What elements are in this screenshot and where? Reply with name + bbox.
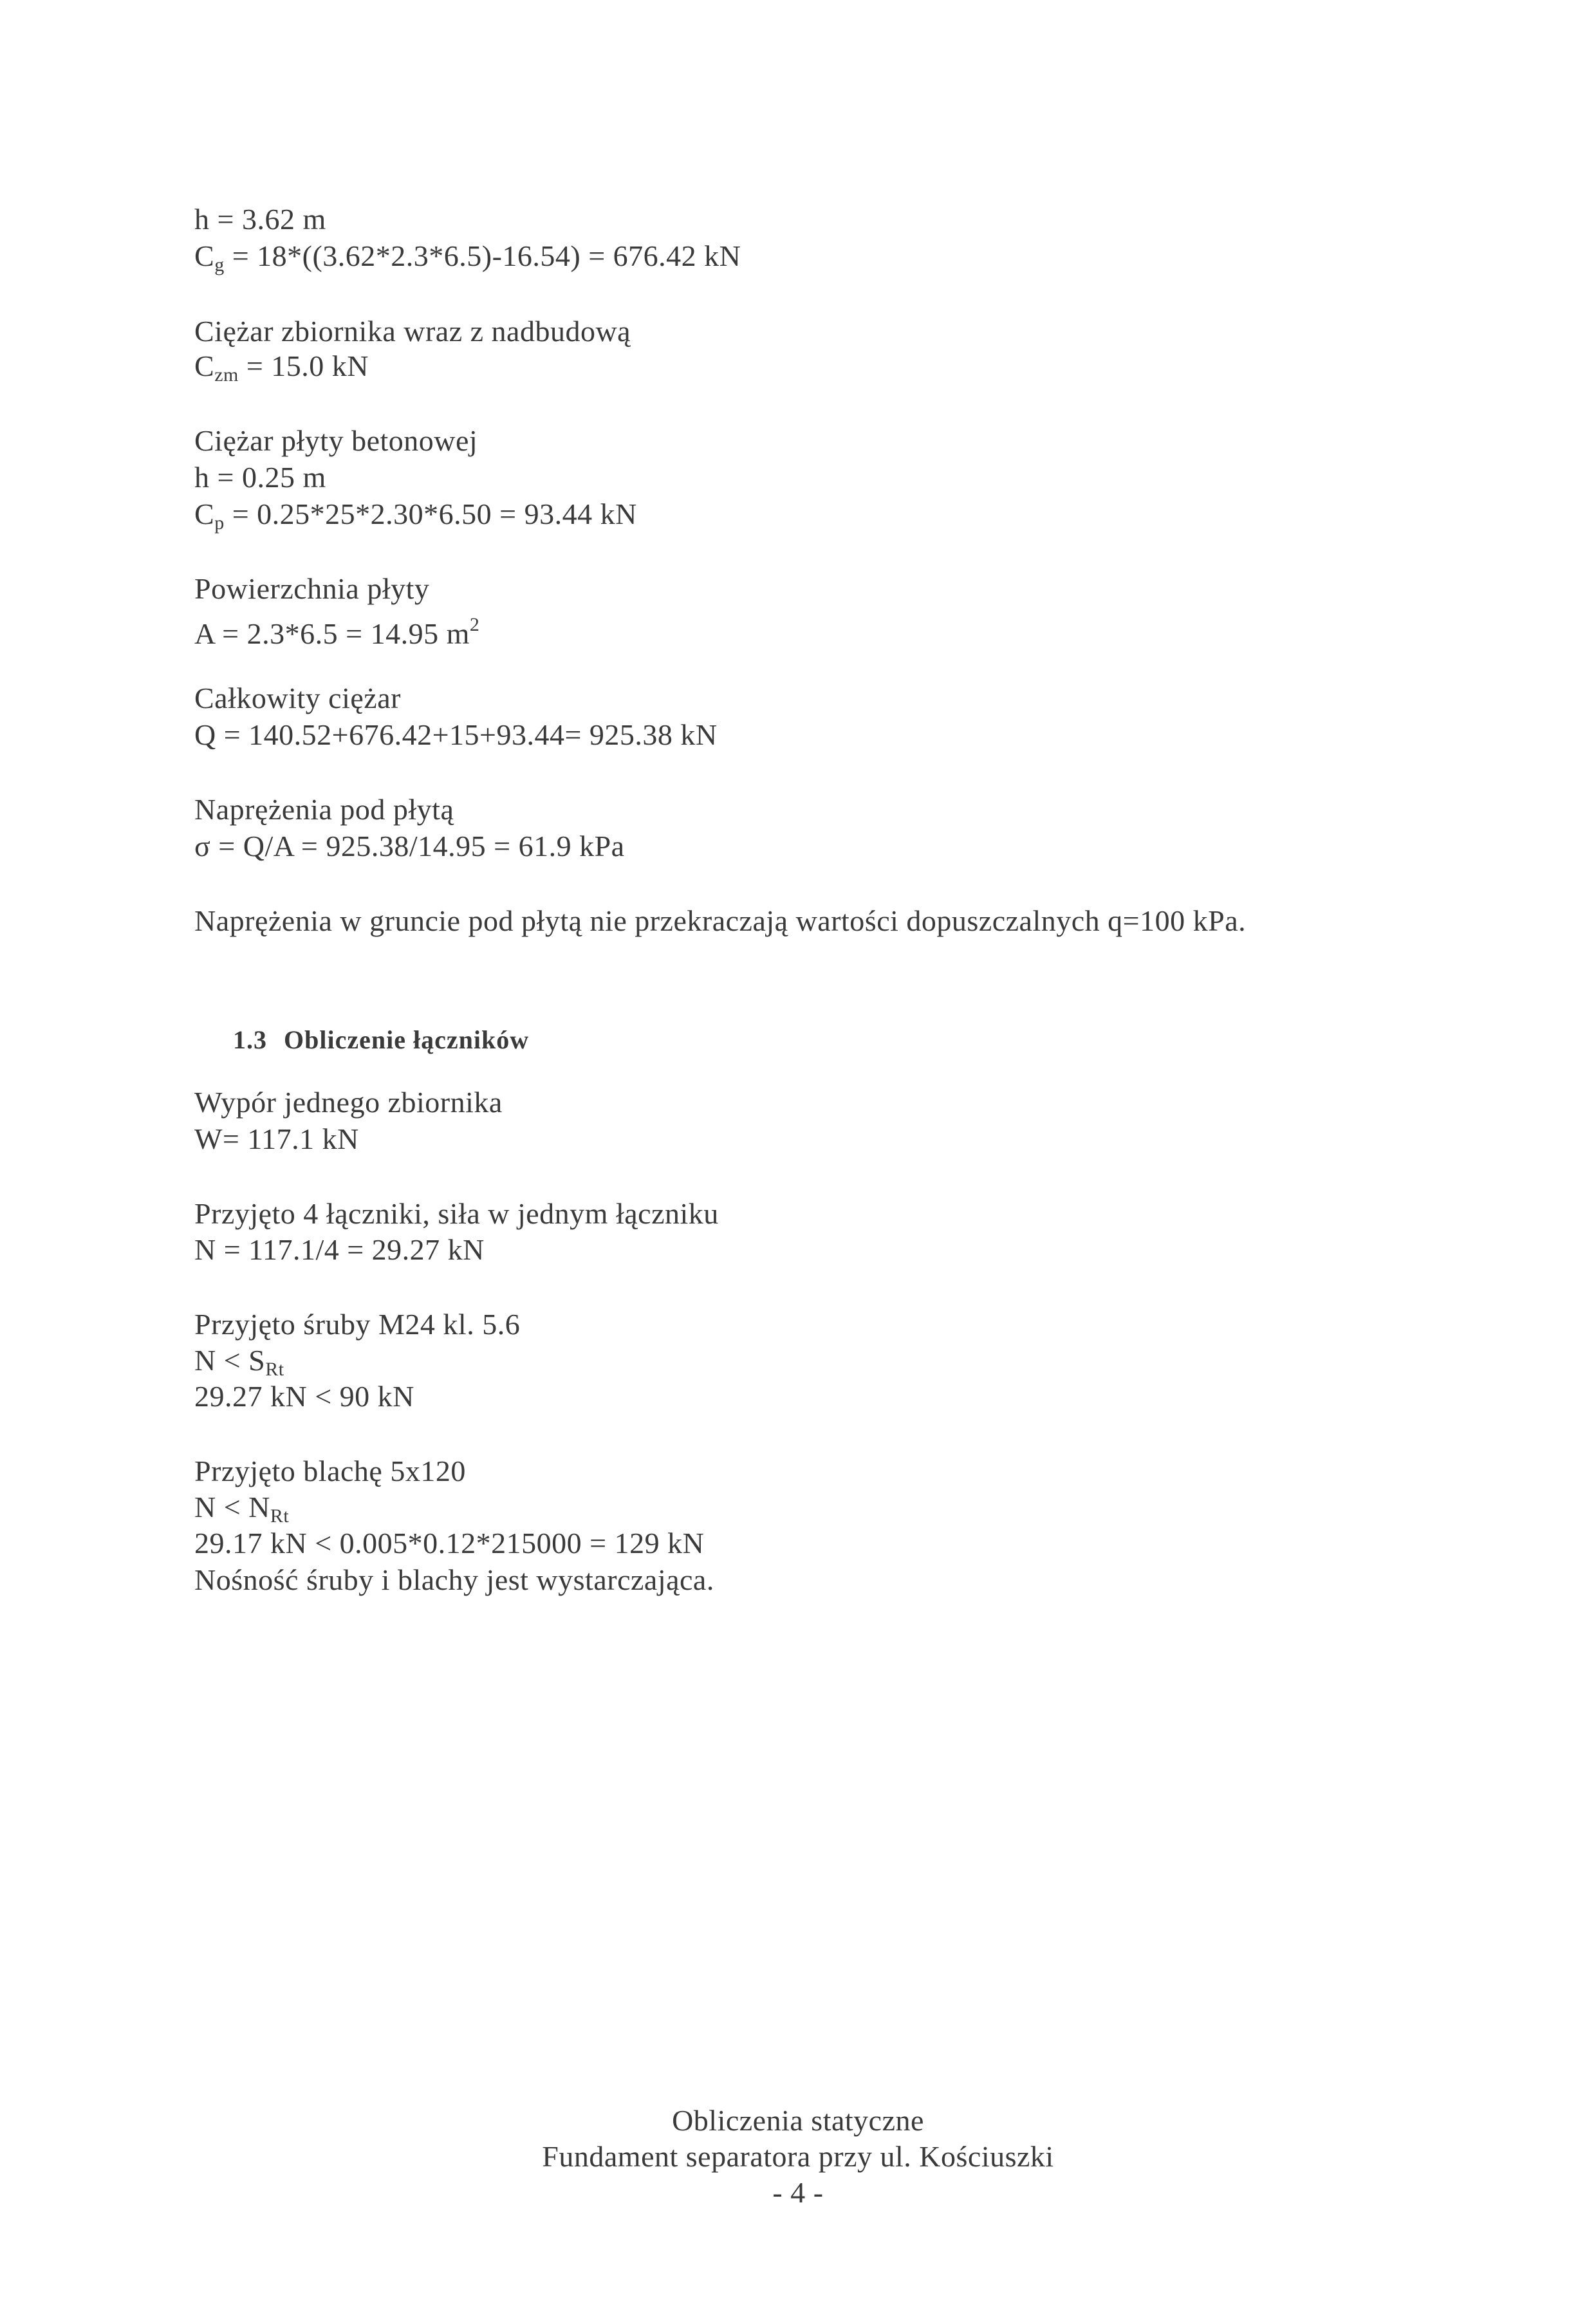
stress-formula: σ = Q/A = 925.38/14.95 = 61.9 kPa xyxy=(194,830,625,862)
connectors-assumed: Przyjęto 4 łączniki, siła w jednym łączniku xyxy=(194,1197,719,1230)
section-heading xyxy=(233,1023,529,1057)
plate-condition-subscript: Rt xyxy=(270,1505,290,1527)
czm-subscript: zm xyxy=(214,364,239,386)
czm-value: = 15.0 kN xyxy=(238,349,369,382)
page-number: - 4 - xyxy=(772,2176,824,2209)
total-weight-label: Całkowity ciężar xyxy=(194,682,401,714)
ground-height: h = 3.62 m xyxy=(194,203,326,236)
ground-weight-formula xyxy=(194,237,741,284)
section-number: 1.3 xyxy=(233,1025,267,1054)
bolt-check: 29.27 kN < 90 kN xyxy=(194,1380,414,1413)
total-weight-formula: Q = 140.52+676.42+15+93.44= 925.38 kN xyxy=(194,718,718,751)
footer-title: Obliczenia statyczne xyxy=(672,2104,924,2137)
tank-weight-formula xyxy=(194,348,369,394)
bolt-condition-text: N < S xyxy=(194,1344,266,1377)
bolts-assumed: Przyjęto śruby M24 kl. 5.6 xyxy=(194,1308,521,1341)
uplift-label: Wypór jednego zbiornika xyxy=(194,1086,503,1119)
uplift-value: W= 117.1 kN xyxy=(194,1122,359,1155)
tank-weight-label: Ciężar zbiornika wraz z nadbudową xyxy=(194,315,631,348)
cp-formula: = 0.25*25*2.30*6.50 = 93.44 kN xyxy=(224,498,637,530)
czm-symbol: C xyxy=(194,349,215,382)
slab-weight-label: Ciężar płyty betonowej xyxy=(194,424,478,457)
capacity-conclusion: Nośność śruby i blachy jest wystarczająca. xyxy=(194,1563,714,1596)
cp-subscript: p xyxy=(214,512,225,534)
plate-condition-text: N < N xyxy=(194,1491,270,1523)
slab-height: h = 0.25 m xyxy=(194,461,326,494)
stress-label: Naprężenia pod płytą xyxy=(194,793,454,826)
slab-weight-formula xyxy=(194,496,637,542)
cg-formula: = 18*((3.62*2.3*6.5)-16.54) = 676.42 kN xyxy=(224,239,741,272)
stress-conclusion: Naprężenia w gruncie pod płytą nie przekraczają wartości dopuszczalnych q=100 kPa. xyxy=(194,904,1247,937)
cg-subscript: g xyxy=(214,254,225,275)
connector-force: N = 117.1/4 = 29.27 kN xyxy=(194,1233,485,1266)
cp-symbol: C xyxy=(194,498,215,530)
slab-area-label: Powierzchnia płyty xyxy=(194,572,430,605)
cg-symbol: C xyxy=(194,239,215,272)
area-formula: A = 2.3*6.5 = 14.95 m xyxy=(194,617,470,650)
slab-area-formula xyxy=(194,606,479,653)
plate-check: 29.17 kN < 0.005*0.12*215000 = 129 kN xyxy=(194,1527,705,1559)
footer-subtitle: Fundament separatora przy ul. Kościuszki xyxy=(542,2140,1054,2173)
area-superscript: 2 xyxy=(469,614,480,635)
plate-assumed: Przyjęto blachę 5x120 xyxy=(194,1455,466,1487)
bolt-condition-subscript: Rt xyxy=(265,1359,284,1380)
section-title: Obliczenie łączników xyxy=(284,1025,530,1054)
